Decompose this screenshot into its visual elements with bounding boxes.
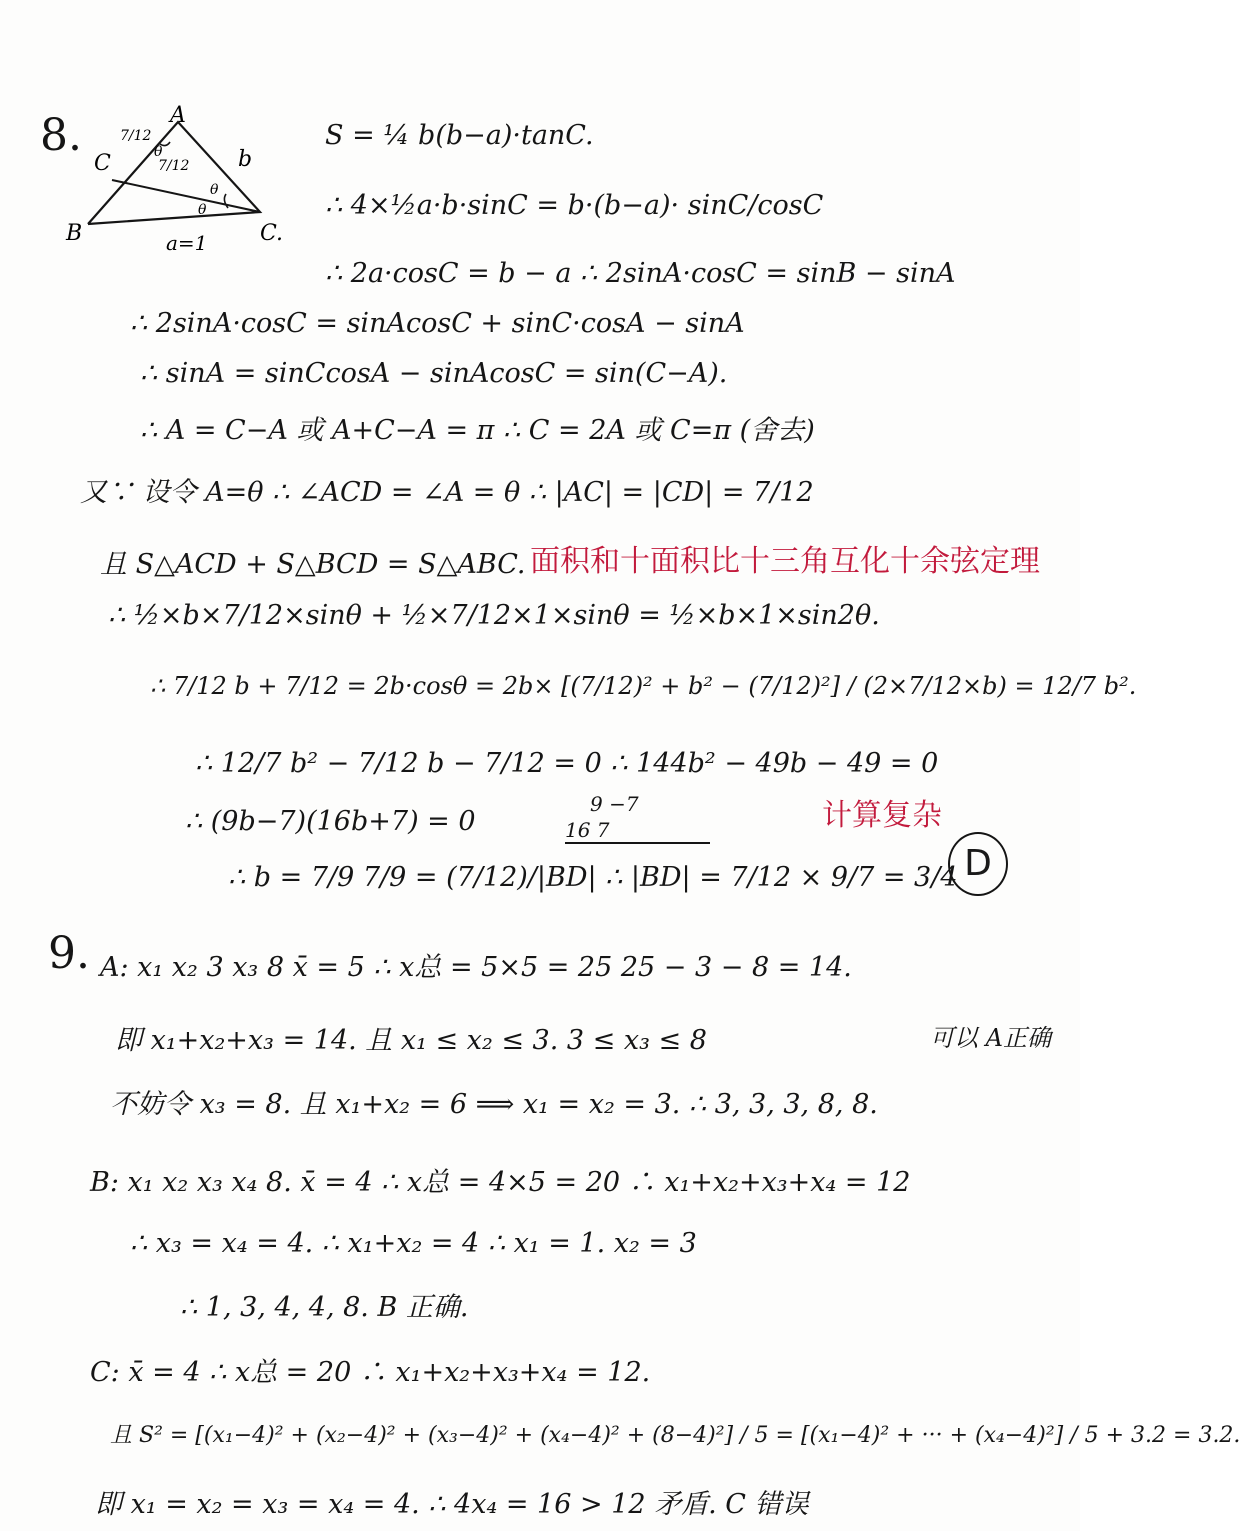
triangle-figure [60,100,300,260]
p8-line-3: ∴ 2a·cosC = b − a ∴ 2sinA·cosC = sinB − sinA [325,258,956,289]
p8-line-1: S = ¼ b(b−a)·tanC. [325,120,594,151]
note-calc-complex: 计算复杂 [822,798,942,833]
p9-line-9: 即 x₁ = x₂ = x₃ = x₄ = 4. ∴ 4x₄ = 16 > 12 矛盾. C 错误 [95,1489,809,1520]
label-theta-top: θ [154,144,163,160]
p9-line-6: ∴ 1, 3, 4, 4, 8. B 正确. [180,1292,469,1323]
p8-line-7: 又∵ 设令 A=θ ∴ ∠ACD = ∠A = θ ∴ |AC| = |CD| = 7/12 [80,477,814,508]
p8-line-5: ∴ sinA = sinCcosA − sinAcosC = sin(C−A). [140,358,728,389]
label-side-b: b [238,147,253,172]
label-theta-low: θ [198,202,207,218]
cross-multiply-bottom: 16 7 [565,818,710,844]
label-vertex-a: A [170,103,186,128]
p9-line-2: 即 x₁+x₂+x₃ = 14. 且 x₁ ≤ x₂ ≤ 3. 3 ≤ x₃ ≤ 8 [115,1025,707,1056]
p8-line-4: ∴ 2sinA·cosC = sinAcosC + sinC·cosA − sinA [130,308,745,339]
p9-line-7: C: x̄ = 4 ∴ x总 = 20 ∴ x₁+x₂+x₃+x₄ = 12. [90,1357,651,1388]
p8-line-9: ∴ ½×b×7/12×sinθ + ½×7/12×1×sinθ = ½×b×1×sin2θ. [108,600,880,631]
p8-line-13: ∴ b = 7/9 7/9 = (7/12)/|BD| ∴ |BD| = 7/12 × 9/7 = 3/4 [228,862,958,893]
p8-line-8: 且 S△ACD + S△BCD = S△ABC. [100,549,526,580]
label-frac-left: 7/12 [120,128,152,144]
p9-line-5: ∴ x₃ = x₄ = 4. ∴ x₁+x₂ = 4 ∴ x₁ = 1. x₂ = 3 [130,1228,697,1259]
note-possible: 可以 A正确 [930,1024,1051,1052]
p8-line-10: ∴ 7/12 b + 7/12 = 2b·cosθ = 2b× [(7/12)² + b² − (7/12)²] / (2×7/12×b) = 12/7 b². [150,672,1137,700]
p8-line-12: ∴ (9b−7)(16b+7) = 0 [185,806,476,837]
p9-line-4: B: x₁ x₂ x₃ x₄ 8. x̄ = 4 ∴ x总 = 4×5 = 20 ∴ x₁+x₂+x₃+x₄ = 12 [90,1167,911,1198]
label-vertex-c: C. [260,221,284,246]
label-frac-mid: 7/12 [158,158,190,174]
cross-multiply-top: 9 −7 [590,792,639,816]
p9-line-3: 不妨令 x₃ = 8. 且 x₁+x₂ = 6 ⟹ x₁ = x₂ = 3. ∴ 3, 3, 3, 8, 8. [110,1089,878,1120]
label-side-a: a=1 [166,231,208,255]
p8-line-6: ∴ A = C−A 或 A+C−A = π ∴ C = 2A 或 C=π (舍去) [140,415,815,446]
label-theta-mid: θ [210,182,219,198]
label-point-c-left: C [94,151,111,176]
problem-8-number: 8. [40,110,82,161]
p9-line-8: 且 S² = [(x₁−4)² + (x₂−4)² + (x₃−4)² + (x₄−4)² + (8−4)²] / 5 = [(x₁−4)² + ··· + (x₄−4)²] / 5 + 3.2 = 3.2. [110,1423,1240,1448]
p8-line-11: ∴ 12/7 b² − 7/12 b − 7/12 = 0 ∴ 144b² − 49b − 49 = 0 [195,748,939,779]
note-area-method: 面积和十面积比十三角互化十余弦定理 [530,544,1040,579]
p8-line-2: ∴ 4×½a·b·sinC = b·(b−a)· sinC/cosC [325,190,824,221]
p9-line-1: A: x₁ x₂ 3 x₃ 8 x̄ = 5 ∴ x总 = 5×5 = 25 25 − 3 − 8 = 14. [100,952,852,983]
label-vertex-b: B [66,221,83,246]
answer-circle-d: D [948,832,1008,896]
problem-9-number: 9. [48,928,90,979]
